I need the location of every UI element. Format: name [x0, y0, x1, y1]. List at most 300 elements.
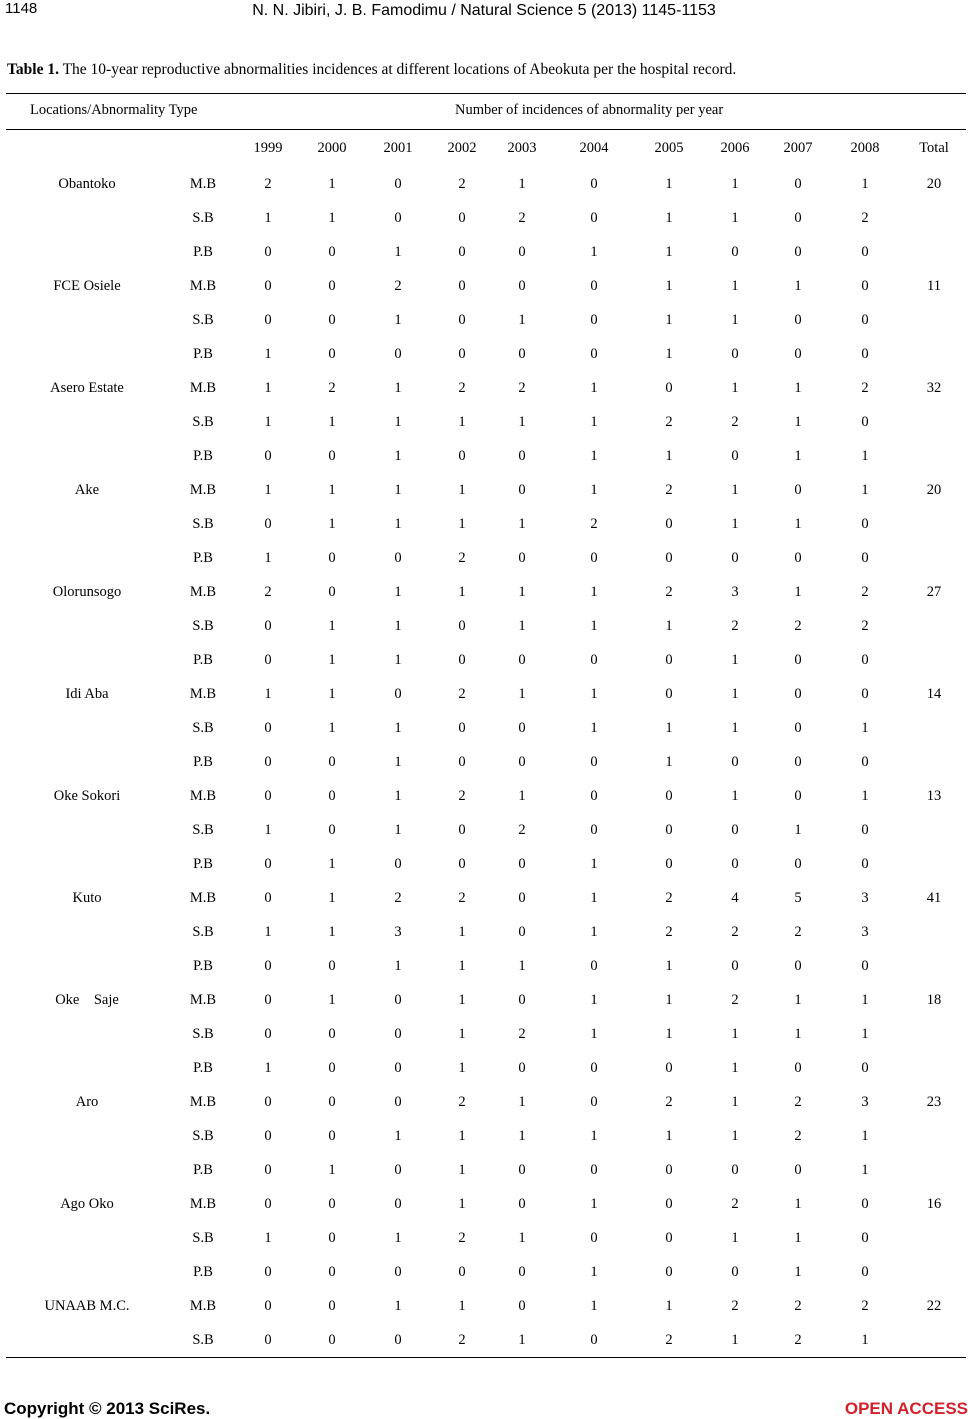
- value-cell-2001: 1: [394, 584, 402, 600]
- abnormality-type: M.B: [189, 1298, 217, 1314]
- value-cell-2002: 2: [458, 1094, 466, 1110]
- abnormality-type: P.B: [193, 1060, 213, 1076]
- value-cell-2000: 1: [328, 176, 336, 192]
- value-cell-1999: 0: [264, 278, 272, 294]
- abnormality-type: P.B: [193, 550, 213, 566]
- value-cell-2000: 1: [328, 210, 336, 226]
- value-cell-2002: 1: [458, 414, 466, 430]
- value-cell-2007: 1: [794, 584, 802, 600]
- value-cell-2006: 1: [731, 788, 739, 804]
- value-cell-2001: 1: [394, 1230, 402, 1246]
- abnormality-type: P.B: [193, 958, 213, 974]
- value-cell-2006: 2: [731, 414, 739, 430]
- value-cell-2004: 1: [590, 856, 598, 872]
- value-cell-2006: 1: [731, 516, 739, 532]
- value-cell-2007: 0: [794, 550, 802, 566]
- value-cell-2004: 0: [590, 1060, 598, 1076]
- value-cell-2002: 0: [458, 720, 466, 736]
- value-cell-2001: 0: [394, 992, 402, 1008]
- value-cell-1999: 0: [264, 754, 272, 770]
- value-cell-2002: 1: [458, 482, 466, 498]
- abnormality-type: S.B: [192, 516, 214, 532]
- abnormality-type: M.B: [189, 584, 217, 600]
- value-cell-1999: 1: [264, 1060, 272, 1076]
- value-cell-2007: 0: [794, 1060, 802, 1076]
- value-cell-2002: 0: [458, 652, 466, 668]
- value-cell-2008: 2: [861, 1298, 869, 1314]
- value-cell-2004: 1: [590, 482, 598, 498]
- value-cell-2004: 0: [590, 1230, 598, 1246]
- value-cell-2008: 0: [861, 244, 869, 260]
- value-cell-1999: 0: [264, 1264, 272, 1280]
- abnormality-type: M.B: [189, 482, 217, 498]
- value-cell-2006: 1: [731, 1060, 739, 1076]
- value-cell-2003: 0: [518, 856, 526, 872]
- value-cell-2006: 0: [731, 822, 739, 838]
- table-bottom-rule: [6, 1357, 966, 1358]
- value-cell-2007: 2: [794, 1128, 802, 1144]
- value-cell-2004: 1: [590, 1128, 598, 1144]
- value-cell-2000: 0: [328, 958, 336, 974]
- value-cell-2000: 1: [328, 652, 336, 668]
- value-cell-2004: 0: [590, 754, 598, 770]
- abnormality-type: S.B: [192, 924, 214, 940]
- table-row: [0, 616, 968, 636]
- value-cell-2002: 0: [458, 312, 466, 328]
- value-cell-2002: 0: [458, 346, 466, 362]
- location-name: Idi Aba: [65, 686, 109, 702]
- value-cell-2006: 0: [731, 958, 739, 974]
- abnormality-type: P.B: [193, 652, 213, 668]
- abnormality-type: S.B: [192, 210, 214, 226]
- value-cell-2008: 1: [861, 1128, 869, 1144]
- value-cell-2008: 0: [861, 346, 869, 362]
- location-name: UNAAB M.C.: [44, 1298, 130, 1314]
- value-cell-1999: 1: [264, 822, 272, 838]
- value-cell-2006: 2: [731, 1196, 739, 1212]
- value-cell-2004: 1: [590, 1264, 598, 1280]
- value-cell-2005: 1: [665, 1298, 673, 1314]
- value-cell-2001: 0: [394, 210, 402, 226]
- value-cell-2006: 0: [731, 244, 739, 260]
- value-cell-2004: 1: [590, 448, 598, 464]
- value-cell-2004: 1: [590, 992, 598, 1008]
- value-cell-2006: 2: [731, 924, 739, 940]
- value-cell-2001: 0: [394, 1162, 402, 1178]
- location-name: Oke Saje: [55, 992, 119, 1008]
- value-cell-2004: 0: [590, 1162, 598, 1178]
- value-cell-2001: 1: [394, 448, 402, 464]
- value-cell-2003: 1: [518, 176, 526, 192]
- value-cell-2000: 1: [328, 686, 336, 702]
- value-cell-2006: 1: [731, 210, 739, 226]
- page-number: 1148: [5, 0, 38, 17]
- value-cell-2000: 0: [328, 1332, 336, 1348]
- value-cell-2003: 0: [518, 448, 526, 464]
- value-cell-2007: 5: [794, 890, 802, 906]
- value-cell-2002: 2: [458, 1332, 466, 1348]
- value-cell-2000: 0: [328, 822, 336, 838]
- value-cell-2004: 1: [590, 1298, 598, 1314]
- value-cell-1999: 0: [264, 1128, 272, 1144]
- abnormality-type: M.B: [189, 1196, 217, 1212]
- value-cell-2001: 0: [394, 1264, 402, 1280]
- value-cell-1999: 0: [264, 958, 272, 974]
- table-row: [0, 412, 968, 432]
- location-total: 20: [926, 482, 942, 498]
- value-cell-2005: 1: [665, 1128, 673, 1144]
- value-cell-2007: 2: [794, 924, 802, 940]
- value-cell-2003: 1: [518, 686, 526, 702]
- table-row: [0, 582, 968, 602]
- value-cell-1999: 0: [264, 1162, 272, 1178]
- abnormality-type: M.B: [189, 686, 217, 702]
- year-header-2002: 2002: [447, 140, 477, 156]
- table-row: [0, 1126, 968, 1146]
- value-cell-2007: 2: [794, 618, 802, 634]
- value-cell-2000: 1: [328, 720, 336, 736]
- year-header-2001: 2001: [383, 140, 413, 156]
- value-cell-2003: 0: [518, 1196, 526, 1212]
- value-cell-1999: 1: [264, 924, 272, 940]
- value-cell-2004: 0: [590, 278, 598, 294]
- value-cell-1999: 1: [264, 414, 272, 430]
- value-cell-2003: 2: [518, 822, 526, 838]
- location-total: 22: [926, 1298, 942, 1314]
- value-cell-1999: 0: [264, 1196, 272, 1212]
- value-cell-2008: 0: [861, 414, 869, 430]
- value-cell-2005: 2: [665, 414, 673, 430]
- value-cell-2003: 0: [518, 1162, 526, 1178]
- value-cell-2002: 1: [458, 1298, 466, 1314]
- table-row: [0, 1160, 968, 1180]
- value-cell-2001: 1: [394, 1298, 402, 1314]
- value-cell-2005: 1: [665, 1026, 673, 1042]
- value-cell-2008: 0: [861, 516, 869, 532]
- value-cell-2006: 0: [731, 346, 739, 362]
- abnormality-type: S.B: [192, 312, 214, 328]
- value-cell-2001: 0: [394, 176, 402, 192]
- value-cell-2006: 0: [731, 1264, 739, 1280]
- value-cell-2006: 2: [731, 1298, 739, 1314]
- abnormality-type: M.B: [189, 1094, 217, 1110]
- value-cell-2000: 1: [328, 516, 336, 532]
- value-cell-2006: 1: [731, 1026, 739, 1042]
- value-cell-2002: 1: [458, 584, 466, 600]
- value-cell-2000: 0: [328, 788, 336, 804]
- value-cell-2001: 0: [394, 1332, 402, 1348]
- value-cell-2006: 1: [731, 652, 739, 668]
- header-number-of-incidences: Number of incidences of abnormality per year: [455, 102, 724, 118]
- value-cell-2004: 0: [590, 1332, 598, 1348]
- value-cell-2002: 1: [458, 1026, 466, 1042]
- value-cell-2008: 1: [861, 788, 869, 804]
- value-cell-2003: 0: [518, 754, 526, 770]
- value-cell-2008: 1: [861, 720, 869, 736]
- value-cell-2001: 1: [394, 618, 402, 634]
- value-cell-2006: 0: [731, 1162, 739, 1178]
- value-cell-2001: 2: [394, 890, 402, 906]
- value-cell-1999: 1: [264, 482, 272, 498]
- value-cell-2001: 0: [394, 686, 402, 702]
- value-cell-2004: 2: [590, 516, 598, 532]
- value-cell-2003: 0: [518, 482, 526, 498]
- value-cell-2001: 1: [394, 822, 402, 838]
- value-cell-2003: 0: [518, 1298, 526, 1314]
- value-cell-2005: 2: [665, 924, 673, 940]
- table-row: [0, 242, 968, 262]
- value-cell-2002: 1: [458, 924, 466, 940]
- value-cell-2003: 2: [518, 210, 526, 226]
- value-cell-1999: 0: [264, 1094, 272, 1110]
- location-name: Kuto: [72, 890, 102, 906]
- value-cell-2004: 1: [590, 1196, 598, 1212]
- value-cell-2006: 2: [731, 618, 739, 634]
- abnormality-type: P.B: [193, 754, 213, 770]
- abnormality-type: P.B: [193, 1162, 213, 1178]
- value-cell-2004: 1: [590, 890, 598, 906]
- value-cell-2007: 2: [794, 1094, 802, 1110]
- value-cell-2006: 0: [731, 448, 739, 464]
- value-cell-2005: 0: [665, 1230, 673, 1246]
- value-cell-2007: 1: [794, 516, 802, 532]
- value-cell-2008: 2: [861, 584, 869, 600]
- value-cell-2007: 0: [794, 686, 802, 702]
- value-cell-2007: 0: [794, 210, 802, 226]
- value-cell-2008: 1: [861, 1162, 869, 1178]
- value-cell-2004: 0: [590, 550, 598, 566]
- value-cell-2007: 0: [794, 720, 802, 736]
- value-cell-2007: 0: [794, 244, 802, 260]
- value-cell-2005: 0: [665, 550, 673, 566]
- table-row: [0, 1262, 968, 1282]
- abnormality-type: S.B: [192, 720, 214, 736]
- value-cell-2002: 1: [458, 992, 466, 1008]
- value-cell-2005: 1: [665, 720, 673, 736]
- table-row: [0, 310, 968, 330]
- value-cell-2003: 2: [518, 380, 526, 396]
- abnormality-type: M.B: [189, 890, 217, 906]
- value-cell-2006: 1: [731, 1332, 739, 1348]
- value-cell-2008: 3: [861, 924, 869, 940]
- value-cell-2005: 1: [665, 210, 673, 226]
- value-cell-2003: 0: [518, 1264, 526, 1280]
- table-header-rule: [6, 129, 966, 130]
- abnormality-type: S.B: [192, 1128, 214, 1144]
- value-cell-2001: 1: [394, 482, 402, 498]
- value-cell-2000: 0: [328, 1026, 336, 1042]
- value-cell-2000: 0: [328, 584, 336, 600]
- location-total: 23: [926, 1094, 942, 1110]
- value-cell-2001: 0: [394, 346, 402, 362]
- value-cell-2001: 3: [394, 924, 402, 940]
- abnormality-type: S.B: [192, 618, 214, 634]
- table-row: [0, 718, 968, 738]
- value-cell-2006: 0: [731, 856, 739, 872]
- table-row: [0, 650, 968, 670]
- value-cell-2003: 1: [518, 1128, 526, 1144]
- value-cell-2008: 0: [861, 1264, 869, 1280]
- value-cell-2001: 0: [394, 856, 402, 872]
- abnormality-type: P.B: [193, 1264, 213, 1280]
- value-cell-2008: 0: [861, 652, 869, 668]
- value-cell-2005: 0: [665, 822, 673, 838]
- value-cell-2004: 1: [590, 244, 598, 260]
- value-cell-2006: 3: [731, 584, 739, 600]
- value-cell-2006: 1: [731, 720, 739, 736]
- value-cell-2008: 0: [861, 822, 869, 838]
- value-cell-2005: 2: [665, 584, 673, 600]
- value-cell-2003: 1: [518, 788, 526, 804]
- value-cell-2007: 0: [794, 958, 802, 974]
- value-cell-2007: 1: [794, 278, 802, 294]
- value-cell-2007: 1: [794, 1026, 802, 1042]
- value-cell-2003: 0: [518, 346, 526, 362]
- value-cell-2005: 1: [665, 992, 673, 1008]
- value-cell-2006: 2: [731, 992, 739, 1008]
- value-cell-2006: 0: [731, 754, 739, 770]
- value-cell-2008: 0: [861, 856, 869, 872]
- abnormality-type: S.B: [192, 1026, 214, 1042]
- header-locations: Locations/Abnormality Type: [30, 102, 198, 118]
- value-cell-2008: 2: [861, 380, 869, 396]
- value-cell-2004: 1: [590, 686, 598, 702]
- value-cell-2007: 0: [794, 856, 802, 872]
- value-cell-2000: 1: [328, 992, 336, 1008]
- table-row: [0, 548, 968, 568]
- value-cell-2006: 1: [731, 1128, 739, 1144]
- table-row: [0, 446, 968, 466]
- value-cell-2008: 1: [861, 1332, 869, 1348]
- value-cell-2000: 1: [328, 482, 336, 498]
- table-row: [0, 990, 968, 1010]
- value-cell-2001: 1: [394, 754, 402, 770]
- value-cell-1999: 0: [264, 448, 272, 464]
- value-cell-1999: 2: [264, 176, 272, 192]
- table-row: [0, 344, 968, 364]
- table-row: [0, 480, 968, 500]
- abnormality-type: S.B: [192, 1230, 214, 1246]
- value-cell-2006: 1: [731, 380, 739, 396]
- value-cell-2002: 0: [458, 822, 466, 838]
- value-cell-1999: 2: [264, 584, 272, 600]
- value-cell-1999: 1: [264, 210, 272, 226]
- value-cell-2005: 0: [665, 380, 673, 396]
- year-header-2000: 2000: [317, 140, 347, 156]
- value-cell-2003: 0: [518, 244, 526, 260]
- value-cell-2000: 2: [328, 380, 336, 396]
- value-cell-2002: 1: [458, 1196, 466, 1212]
- value-cell-2000: 1: [328, 890, 336, 906]
- year-header-2005: 2005: [654, 140, 684, 156]
- value-cell-2001: 0: [394, 550, 402, 566]
- value-cell-2005: 1: [665, 448, 673, 464]
- value-cell-2005: 0: [665, 516, 673, 532]
- abnormality-type: M.B: [189, 380, 217, 396]
- value-cell-1999: 1: [264, 380, 272, 396]
- value-cell-1999: 0: [264, 856, 272, 872]
- value-cell-2008: 0: [861, 686, 869, 702]
- abnormality-type: S.B: [192, 1332, 214, 1348]
- value-cell-2006: 1: [731, 312, 739, 328]
- value-cell-1999: 0: [264, 652, 272, 668]
- value-cell-2004: 0: [590, 822, 598, 838]
- location-total: 16: [926, 1196, 942, 1212]
- open-access-label: OPEN ACCESS: [844, 1399, 968, 1418]
- table-row: [0, 1228, 968, 1248]
- value-cell-2005: 2: [665, 1332, 673, 1348]
- value-cell-2004: 0: [590, 1094, 598, 1110]
- value-cell-2001: 0: [394, 1060, 402, 1076]
- table-row: [0, 888, 968, 908]
- location-name: Asero Estate: [50, 380, 124, 396]
- value-cell-1999: 0: [264, 312, 272, 328]
- value-cell-1999: 0: [264, 1026, 272, 1042]
- value-cell-2003: 1: [518, 618, 526, 634]
- value-cell-2006: 1: [731, 482, 739, 498]
- value-cell-1999: 1: [264, 346, 272, 362]
- table-row: [0, 1330, 968, 1350]
- value-cell-2000: 0: [328, 1298, 336, 1314]
- value-cell-1999: 0: [264, 1298, 272, 1314]
- location-name: FCE Osiele: [53, 278, 121, 294]
- value-cell-2007: 1: [794, 448, 802, 464]
- value-cell-2000: 0: [328, 754, 336, 770]
- abnormality-type: M.B: [189, 176, 217, 192]
- value-cell-2001: 1: [394, 516, 402, 532]
- abnormality-type: M.B: [189, 992, 217, 1008]
- abnormality-type: P.B: [193, 244, 213, 260]
- value-cell-1999: 1: [264, 686, 272, 702]
- value-cell-2004: 0: [590, 176, 598, 192]
- value-cell-2006: 1: [731, 278, 739, 294]
- value-cell-2000: 0: [328, 448, 336, 464]
- value-cell-2003: 0: [518, 924, 526, 940]
- table-row: [0, 378, 968, 398]
- running-head: N. N. Jibiri, J. B. Famodimu / Natural Science 5 (2013) 1145-1153: [252, 2, 716, 19]
- table-row: [0, 514, 968, 534]
- value-cell-2007: 0: [794, 346, 802, 362]
- value-cell-2008: 3: [861, 890, 869, 906]
- value-cell-2005: 1: [665, 754, 673, 770]
- value-cell-2006: 1: [731, 686, 739, 702]
- location-name: Ake: [74, 482, 100, 498]
- value-cell-2007: 0: [794, 754, 802, 770]
- value-cell-2004: 1: [590, 618, 598, 634]
- value-cell-2007: 1: [794, 1230, 802, 1246]
- value-cell-2000: 0: [328, 278, 336, 294]
- value-cell-2008: 0: [861, 958, 869, 974]
- value-cell-2005: 0: [665, 1196, 673, 1212]
- value-cell-2006: 0: [731, 550, 739, 566]
- value-cell-2002: 1: [458, 1162, 466, 1178]
- value-cell-2001: 2: [394, 278, 402, 294]
- value-cell-2000: 0: [328, 244, 336, 260]
- value-cell-2002: 0: [458, 856, 466, 872]
- value-cell-2008: 0: [861, 278, 869, 294]
- value-cell-2005: 1: [665, 244, 673, 260]
- table-row: [0, 1058, 968, 1078]
- location-total: 11: [927, 278, 941, 294]
- value-cell-2001: 1: [394, 958, 402, 974]
- value-cell-2002: 1: [458, 1060, 466, 1076]
- table-row: [0, 1194, 968, 1214]
- year-header-2007: 2007: [783, 140, 813, 156]
- value-cell-2001: 1: [394, 414, 402, 430]
- abnormality-type: P.B: [193, 346, 213, 362]
- value-cell-2001: 1: [394, 244, 402, 260]
- value-cell-2000: 0: [328, 346, 336, 362]
